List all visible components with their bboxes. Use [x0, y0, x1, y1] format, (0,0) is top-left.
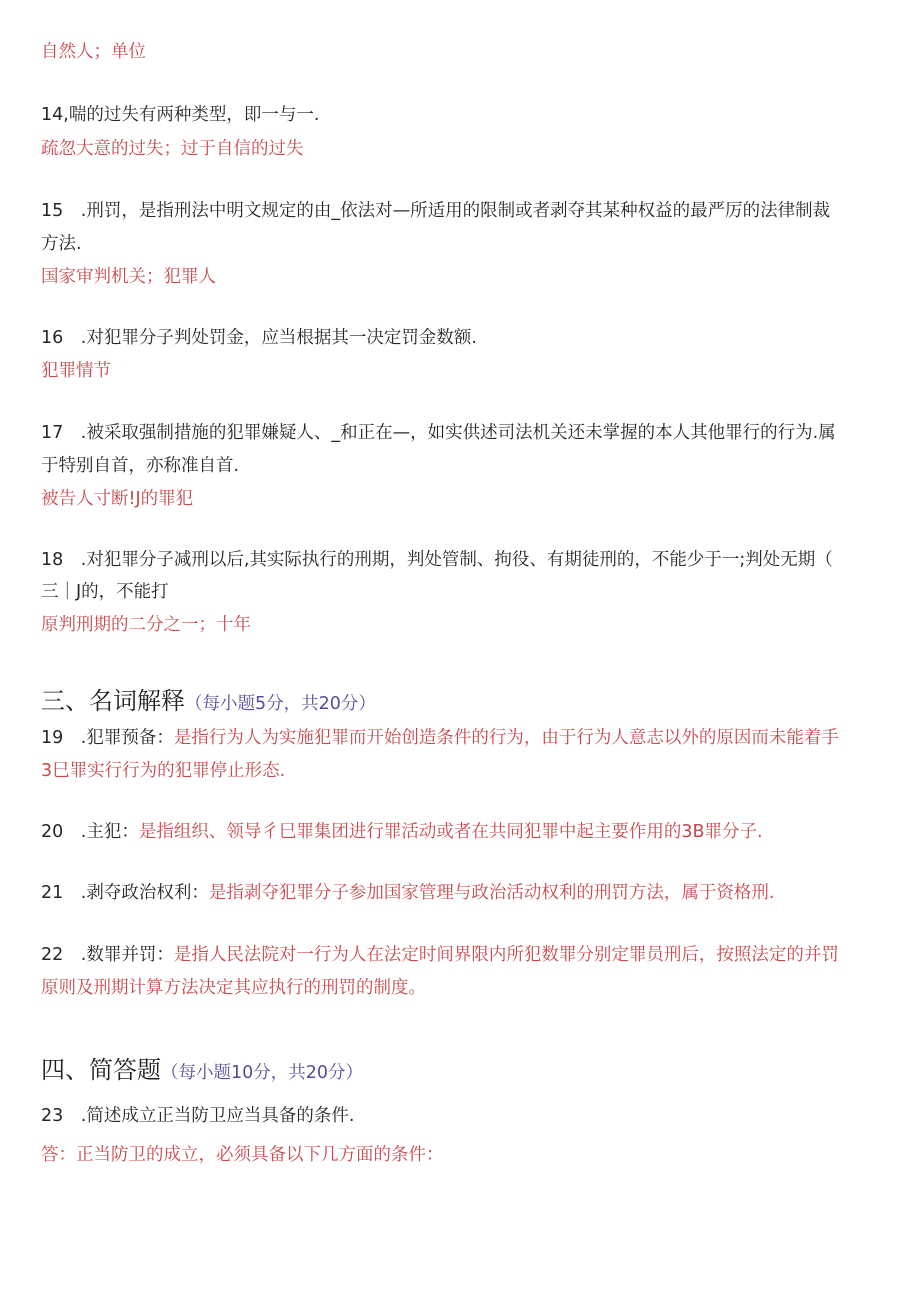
term-19-line-1 — [41, 726, 839, 750]
section-3-note: （每小题5分，共20分） — [185, 694, 376, 714]
question-18-line-1: 18 .对犯罪分子减刑以后,其实际执行的刑期，判处管制、拘役、有期徒刑的，不能少于一;判处无期（ — [41, 550, 833, 570]
term-22-definition: 是指人民法院对一行为人在法定时间界限内所犯数罪分别定罪员刑后，按照法定的并罚 — [173, 945, 839, 965]
term-19-line-2: 3巳罪实行行为的犯罪停止形态. — [41, 761, 286, 781]
term-22-line-2: 原则及刑期计算方法决定其应执行的刑罚的制度。 — [41, 978, 426, 998]
section-3-title: 三、名词解释 — [41, 687, 185, 715]
answer-13: 自然人；单位 — [41, 42, 146, 62]
question-17-line-1: 17 .被采取强制措施的犯罪嫌疑人、_和正在—，如实供述司法机关还未掌握的本人其他罪行的行为.属 — [41, 423, 836, 443]
section-4-note: （每小题10分，共20分） — [161, 1063, 364, 1083]
term-21-label: 21 .剥夺政治权利： — [41, 883, 209, 903]
answer-18: 原判刑期的二分之一；十年 — [41, 615, 251, 635]
term-20 — [41, 820, 763, 844]
term-20-definition: 是指组织、领导彳巳罪集团进行罪活动或者在共同犯罪中起主要作用的3B罪分子. — [138, 822, 763, 842]
term-21-definition: 是指剥夺犯罪分子参加国家管理与政治活动权利的刑罚方法，属于资格刑. — [208, 883, 775, 903]
answer-15: 国家审判机关；犯罪人 — [41, 267, 216, 287]
question-17-line-2: 于特别自首，亦称准自首. — [41, 456, 240, 476]
question-16: 16 .对犯罪分子判处罚金，应当根据其一决定罚金数额. — [41, 328, 477, 348]
question-15-line-1: 15 .刑罚，是指刑法中明文规定的由_依法对—所适用的限制或者剥夺其某种权益的最严厉的法律制裁 — [41, 201, 831, 221]
section-4-title: 四、简答题 — [41, 1056, 161, 1084]
term-21 — [41, 881, 774, 905]
question-14: 14,喘的过失有两种类型，即一与一. — [41, 105, 320, 125]
answer-14: 疏忽大意的过失；过于自信的过失 — [41, 139, 304, 159]
answer-23: 答：正当防卫的成立，必须具备以下几方面的条件： — [41, 1145, 444, 1165]
term-22-label: 22 .数罪并罚： — [41, 945, 174, 965]
term-20-label: 20 .主犯： — [41, 822, 139, 842]
section-3-heading — [41, 686, 376, 719]
term-19-definition: 是指行为人为实施犯罪而开始创造条件的行为，由于行为人意志以外的原因而未能着手 — [173, 728, 839, 748]
answer-16: 犯罪情节 — [41, 361, 111, 381]
question-15-line-2: 方法. — [41, 234, 82, 254]
term-19-label: 19 .犯罪预备： — [41, 728, 174, 748]
question-23: 23 .简述成立正当防卫应当具备的条件. — [41, 1106, 355, 1126]
section-4-heading — [41, 1055, 363, 1088]
answer-17: 被告人寸断!J的罪犯 — [41, 489, 194, 509]
question-18-line-2: 三｜J的，不能打 — [41, 582, 169, 602]
term-22-line-1 — [41, 943, 839, 967]
